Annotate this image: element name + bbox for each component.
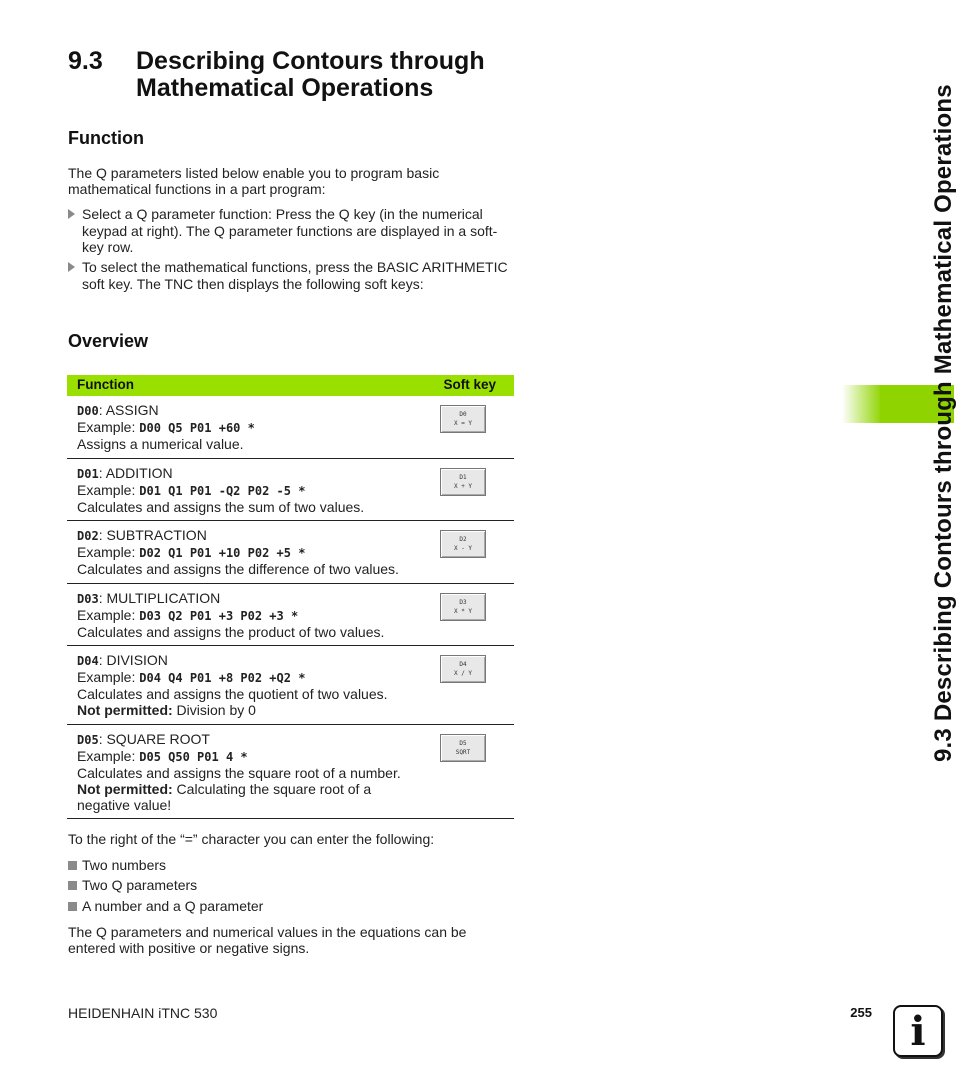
row-description xyxy=(77,731,422,813)
softkey-formula: X + Y xyxy=(453,483,473,490)
note-label: Not permitted: xyxy=(77,702,173,718)
function-description: Assigns a numerical value. xyxy=(77,436,244,452)
softkey-label: D0 xyxy=(459,411,467,418)
table-row xyxy=(67,459,514,521)
function-code: D00 xyxy=(77,404,99,418)
function-code: D01 xyxy=(77,467,99,481)
header-function: Function xyxy=(77,377,134,392)
function-heading: Function xyxy=(68,128,144,148)
function-name: : DIVISION xyxy=(98,652,168,668)
softkey-d3[interactable] xyxy=(440,593,486,621)
table-row xyxy=(67,584,514,646)
function-name: : SQUARE ROOT xyxy=(98,731,210,747)
table-row xyxy=(67,396,514,459)
example-label: Example: xyxy=(77,544,140,560)
function-name: : MULTIPLICATION xyxy=(98,590,221,606)
softkey-d0[interactable] xyxy=(440,405,486,433)
page-number: 255 xyxy=(850,1005,872,1020)
info-icon xyxy=(893,1005,943,1057)
info-glyph: i xyxy=(910,1008,926,1055)
header-softkey: Soft key xyxy=(443,377,496,392)
triangle-bullet-icon xyxy=(68,259,80,279)
example-code: D04 Q4 P01 +8 P02 +Q2 * xyxy=(139,671,306,685)
step-text: To select the mathematical functions, press the BASIC ARITHMETIC soft key. The TNC then displays the following soft keys: xyxy=(82,259,508,292)
example-label: Example: xyxy=(77,748,140,764)
softkey-d1[interactable] xyxy=(440,468,486,496)
row-description xyxy=(77,465,422,515)
softkey-d2[interactable] xyxy=(440,530,486,558)
softkey-formula: SQRT xyxy=(455,749,471,756)
row-description xyxy=(77,590,422,640)
square-bullet-icon xyxy=(68,857,80,877)
row-description xyxy=(77,527,422,577)
table-row xyxy=(67,725,514,819)
example-code: D02 Q1 P01 +10 P02 +5 * xyxy=(139,546,306,560)
table-row xyxy=(67,646,514,725)
note-label: Not permitted: xyxy=(77,781,173,797)
softkey-d5[interactable] xyxy=(440,734,486,762)
function-code: D02 xyxy=(77,529,99,543)
example-label: Example: xyxy=(77,482,140,498)
function-code: D04 xyxy=(77,654,99,668)
square-bullet-icon xyxy=(68,898,80,918)
softkey-d4[interactable] xyxy=(440,655,486,683)
function-intro: The Q parameters listed below enable you to program basic mathematical functions in a part program: xyxy=(68,165,440,197)
softkey-label: D1 xyxy=(459,474,467,481)
function-name: : ADDITION xyxy=(98,465,173,481)
example-code: D05 Q50 P01 4 * xyxy=(139,750,248,764)
softkey-label: D2 xyxy=(459,536,467,543)
overview-heading: Overview xyxy=(68,331,149,351)
step-text: Select a Q parameter function: Press the Q key (in the numerical keypad at right). The Q parameter functions are displayed in a soft-key row. xyxy=(82,206,498,255)
function-name: : ASSIGN xyxy=(98,402,159,418)
closing-text: The Q parameters and numerical values in the equations can be entered with positive or negative signs. xyxy=(68,924,467,956)
side-chapter-title: 9.3 Describing Contours through Mathematical Operations xyxy=(930,84,957,762)
example-label: Example: xyxy=(77,419,140,435)
function-description: Calculates and assigns the square root of a number. xyxy=(77,765,401,781)
table-row xyxy=(67,521,514,584)
option-text: Two numbers xyxy=(82,857,167,873)
function-description: Calculates and assigns the sum of two values. xyxy=(77,499,365,515)
softkey-formula: X = Y xyxy=(453,420,473,427)
softkey-formula: X - Y xyxy=(453,545,473,552)
example-code: D03 Q2 P01 +3 P02 +3 * xyxy=(139,609,299,623)
square-bullet-icon xyxy=(68,877,80,897)
softkey-label: D3 xyxy=(459,599,467,606)
function-description: Calculates and assigns the product of two values. xyxy=(77,624,385,640)
function-description: Calculates and assigns the difference of two values. xyxy=(77,561,399,577)
note-text: Calculating the square root of a negative value! xyxy=(77,781,372,813)
example-code: D01 Q1 P01 -Q2 P02 -5 * xyxy=(139,484,306,498)
softkey-label: D4 xyxy=(459,661,467,668)
side-tab-fade xyxy=(842,385,882,423)
equals-intro: To the right of the “=” character you can enter the following: xyxy=(68,831,435,847)
section-number: 9.3 xyxy=(68,47,103,75)
option-text: A number and a Q parameter xyxy=(82,898,264,914)
function-code: D03 xyxy=(77,592,99,606)
footer-product: HEIDENHAIN iTNC 530 xyxy=(68,1005,218,1021)
note-text: Division by 0 xyxy=(172,702,256,718)
softkey-label: D5 xyxy=(459,740,467,747)
row-description xyxy=(77,402,422,452)
row-description xyxy=(77,652,422,718)
functions-table xyxy=(67,375,514,819)
triangle-bullet-icon xyxy=(68,206,80,226)
function-description: Calculates and assigns the quotient of two values. xyxy=(77,686,388,702)
softkey-formula: X / Y xyxy=(453,670,473,677)
table-header xyxy=(67,375,514,396)
function-name: : SUBTRACTION xyxy=(98,527,207,543)
function-code: D05 xyxy=(77,733,99,747)
option-text: Two Q parameters xyxy=(82,877,198,893)
section-title: Describing Contours through Mathematical Operations xyxy=(136,47,485,102)
softkey-formula: X * Y xyxy=(453,608,473,615)
example-label: Example: xyxy=(77,607,140,623)
example-label: Example: xyxy=(77,669,140,685)
example-code: D00 Q5 P01 +60 * xyxy=(139,421,255,435)
